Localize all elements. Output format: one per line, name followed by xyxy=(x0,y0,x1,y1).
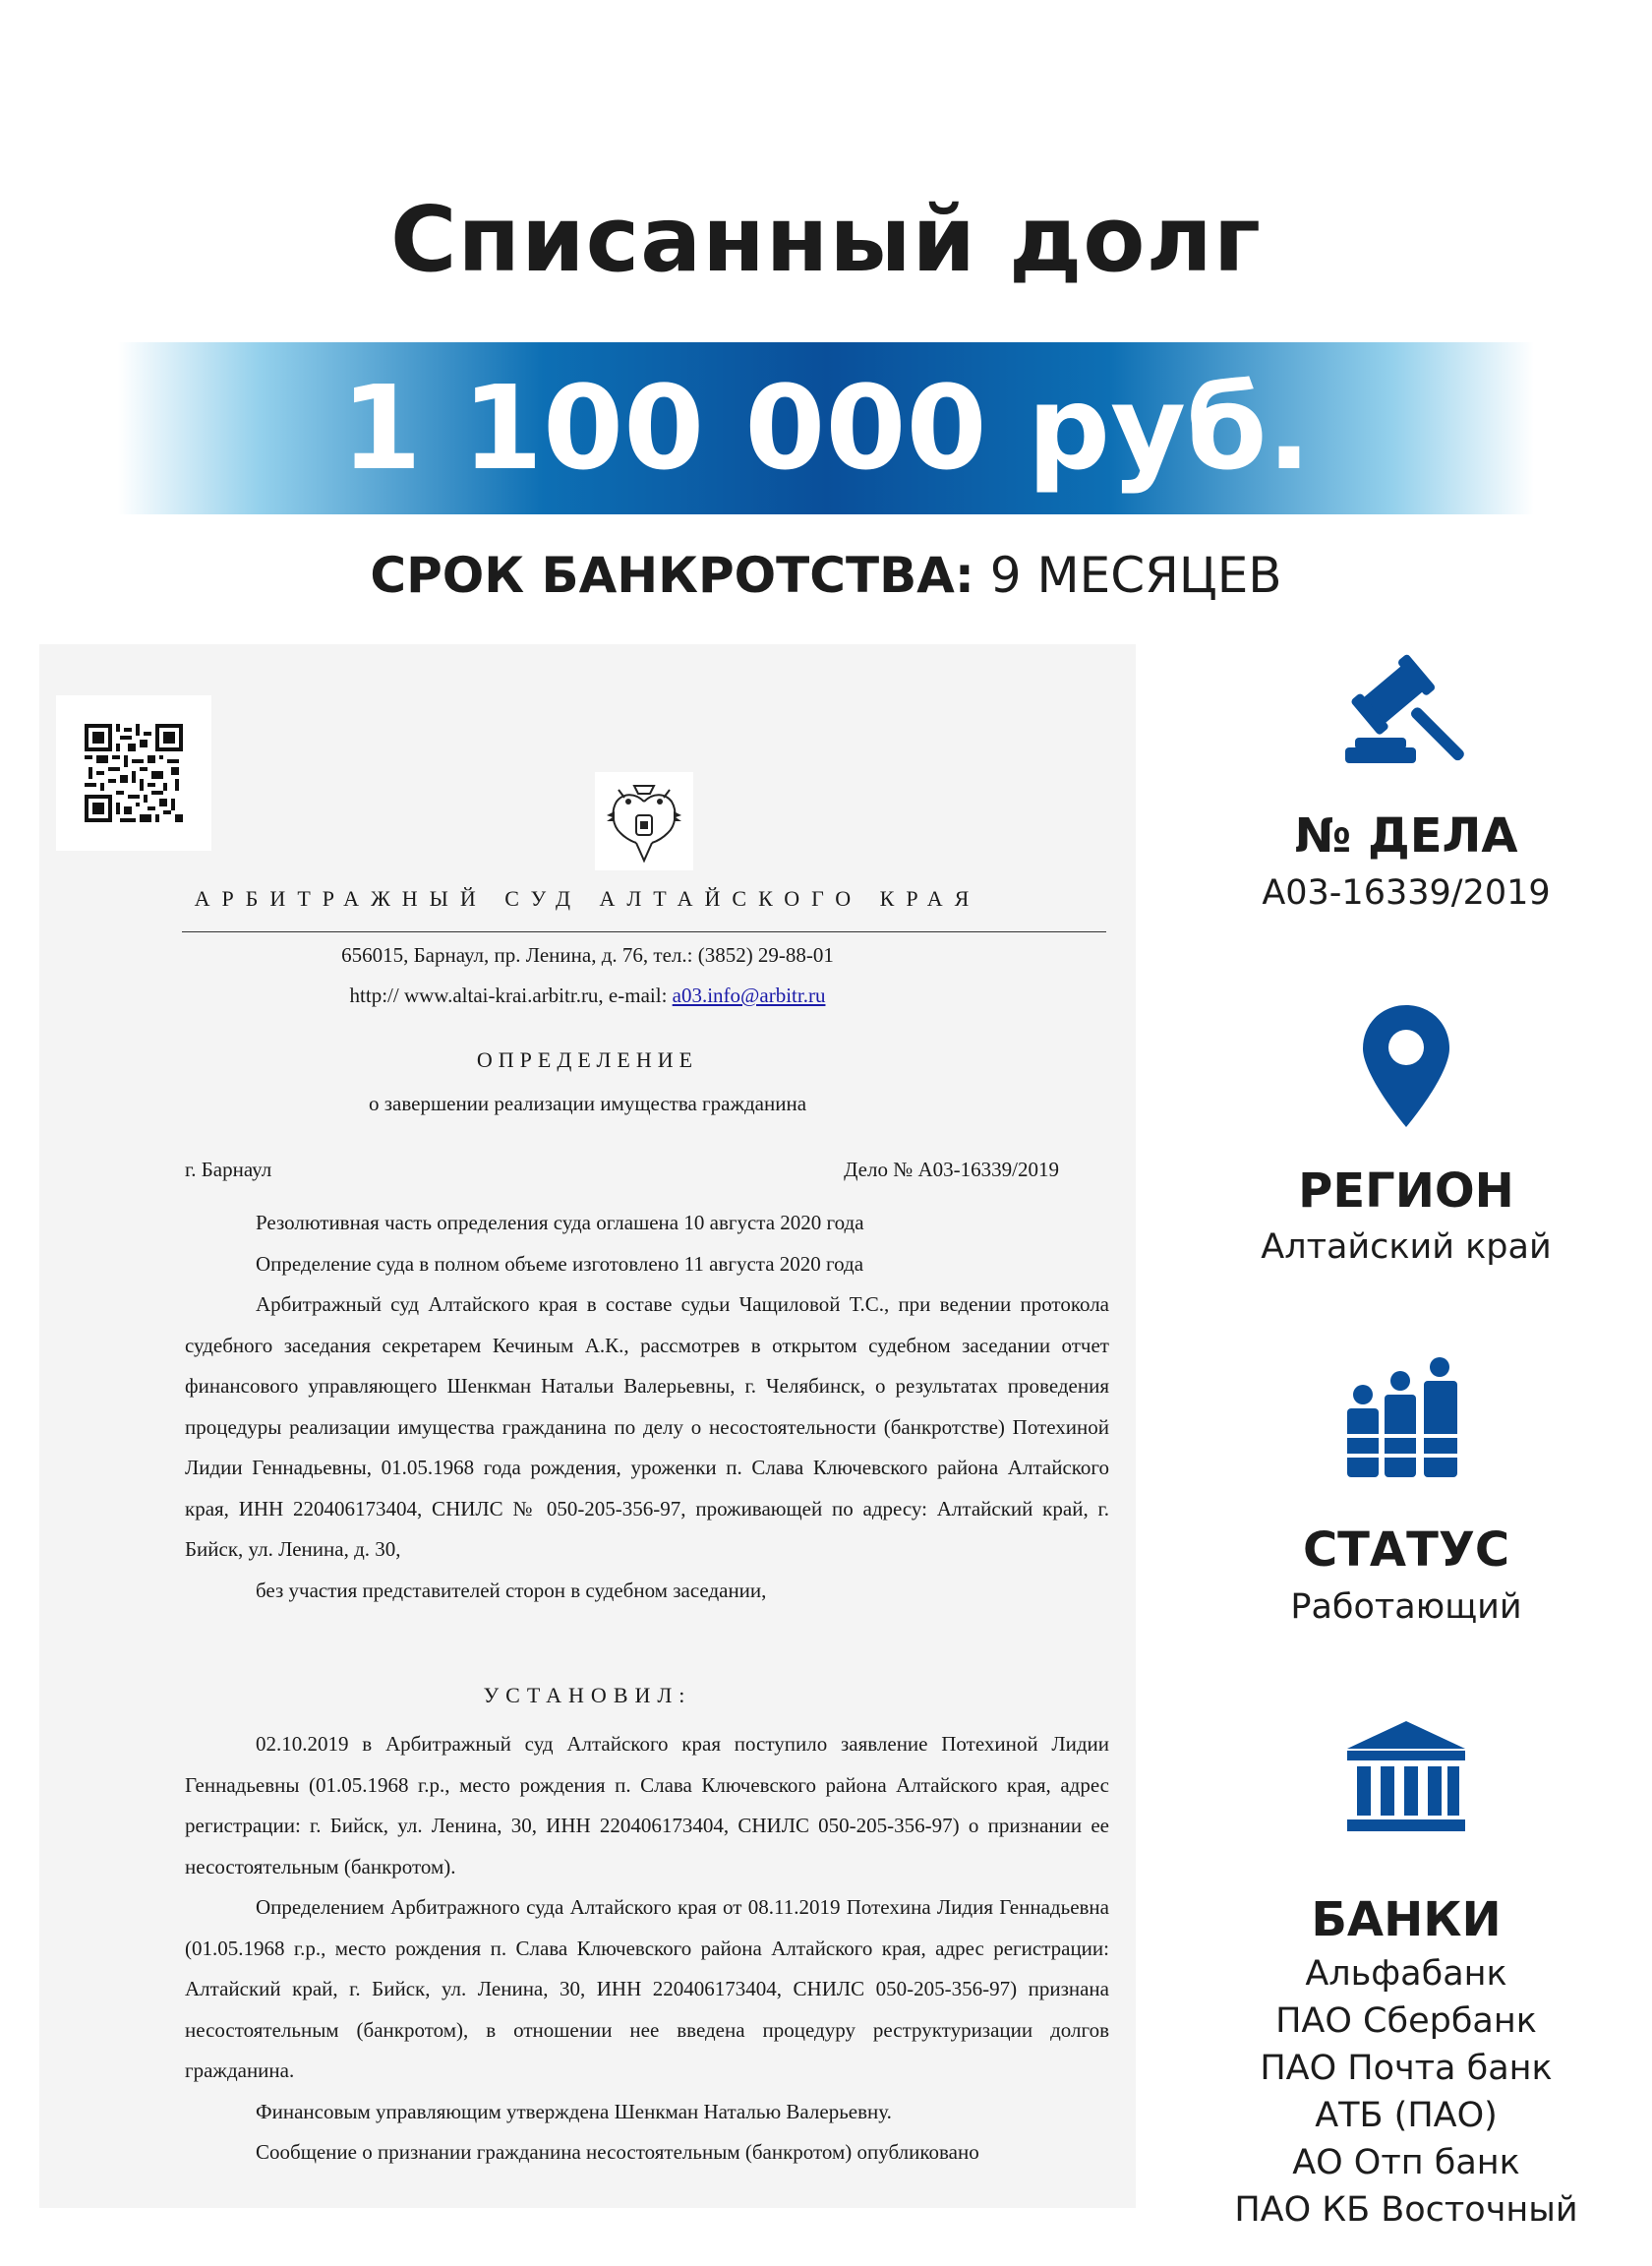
court-website: http:// www.altai-krai.arbitr.ru, e-mail: xyxy=(349,984,673,1007)
page-title: Списанный долг xyxy=(390,187,1262,292)
term-value: 9 МЕСЯЦЕВ xyxy=(989,547,1282,604)
court-document xyxy=(39,644,1136,2208)
paragraph: Финансовым управляющим утверждена Шенкман Наталью Валерьевну. xyxy=(256,2099,892,2123)
document-intro xyxy=(185,1203,1109,1611)
paragraph: Определение суда в полном объеме изготовлено 11 августа 2020 года xyxy=(256,1251,864,1276)
coat-of-arms-icon xyxy=(595,772,693,870)
document-case-ref: Дело № А03-16339/2019 xyxy=(844,1158,1059,1181)
gavel-icon xyxy=(1337,649,1475,767)
document-findings xyxy=(185,1724,1109,2174)
paragraph: Арбитражный суд Алтайского края в составе судьи Чащиловой Т.С., при ведении протокола судебного заседания секретарем Кечиным А.К., рассмотрев в открытом судебном заседании отчет финансового управляющего Шенкман Натальи Валерьевны, г. Челябинск, о результатах проведения процедуры реализации имущества гражданина по делу о несостоятельности (банкротстве) Потехиной Лидии Геннадьевны, 01.05.1968 года рождения, уроженки п. Слава Ключевского района Алтайского края, ИНН 220406173404, СНИЛС № 050-205-356-97, проживающей по адресу: Алтайский край, г. Бийск, ул. Ленина, д. 30, xyxy=(185,1292,1109,1561)
divider xyxy=(182,931,1106,932)
court-web-line xyxy=(39,976,1136,1016)
list-item: ПАО Почта банк xyxy=(1260,2049,1553,2088)
qr-code-icon xyxy=(56,695,211,851)
written-off-amount: 1 100 000 руб. xyxy=(340,360,1312,496)
banks-label: БАНКИ xyxy=(1311,1892,1502,1947)
status-label: СТАТУС xyxy=(1302,1522,1510,1578)
document-city: г. Барнаул xyxy=(185,1158,272,1181)
list-item: ПАО Сбербанк xyxy=(1275,2001,1537,2041)
region-label: РЕГИОН xyxy=(1298,1163,1514,1219)
list-item: Альфабанк xyxy=(1305,1954,1507,1994)
region-value: Алтайский край xyxy=(1261,1227,1552,1267)
court-email-link[interactable]: a03.info@arbitr.ru xyxy=(672,984,826,1007)
document-subtitle: о завершении реализации имущества гражданина xyxy=(368,1092,807,1115)
bankruptcy-term xyxy=(0,547,1652,604)
banks-list xyxy=(1160,1950,1652,2234)
established-heading: УСТАНОВИЛ: xyxy=(483,1683,692,1707)
court-name: АРБИТРАЖНЫЙ СУД АЛТАЙСКОГО КРАЯ xyxy=(194,886,981,911)
list-item: ПАО КБ Восточный xyxy=(1234,2190,1578,2230)
paragraph: 02.10.2019 в Арбитражный суд Алтайского края поступило заявление Потехиной Лидии Геннадьевны (01.05.1968 г.р., место рождения п. Слава Ключевского района Алтайского края, адрес регистрации: г. Бийск, ул. Ленина, 30, ИНН 220406173404, СНИЛС 050-205-356-97) о признании ее несостоятельным (банкротом). xyxy=(185,1732,1109,1878)
location-pin-icon xyxy=(1360,1003,1452,1129)
team-icon xyxy=(1343,1357,1471,1479)
case-number-label: № ДЕЛА xyxy=(1294,808,1518,864)
paragraph: Резолютивная часть определения суда оглашена 10 августа 2020 года xyxy=(256,1211,864,1234)
paragraph: Определением Арбитражного суда Алтайского края от 08.11.2019 Потехина Лидия Геннадьевна (01.05.1968 г.р., место рождения п. Слава Ключевского района Алтайского края, адрес регистрации: Алтайский край, г. Бийск, ул. Ленина, 30, ИНН 220406173404, СНИЛС 050-205-356-97) признана несостоятельным (банкротом), в отношении нее введена процедуру реструктуризации долгов гражданина. xyxy=(185,1895,1109,2082)
term-label: СРОК БАНКРОТСТВА: xyxy=(370,547,974,604)
court-address: 656015, Барнаул, пр. Ленина, д. 76, тел.: (3852) 29-88-01 xyxy=(341,943,834,967)
bank-icon xyxy=(1345,1719,1467,1833)
paragraph: без участия представителей сторон в судебном заседании, xyxy=(256,1578,767,1602)
court-contacts xyxy=(39,935,1136,1016)
paragraph: Сообщение о признании гражданина несостоятельным (банкротом) опубликовано xyxy=(256,2140,979,2164)
status-value: Работающий xyxy=(1290,1587,1522,1627)
list-item: АО Отп банк xyxy=(1292,2143,1520,2182)
case-number-value: А03-16339/2019 xyxy=(1262,873,1551,913)
document-title: ОПРЕДЕЛЕНИЕ xyxy=(476,1047,699,1072)
list-item: АТБ (ПАО) xyxy=(1315,2096,1498,2135)
